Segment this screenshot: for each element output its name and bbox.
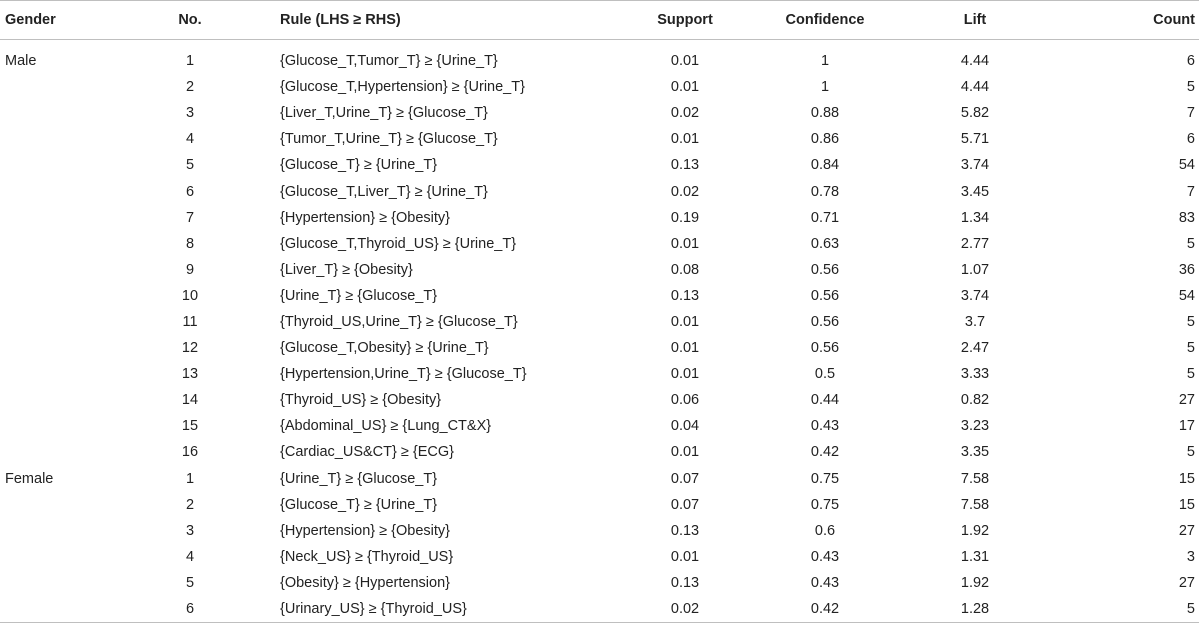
cell-rule: {Thyroid_US} ≥ {Obesity} bbox=[280, 392, 442, 409]
header-lift: Lift bbox=[900, 1, 1050, 40]
table-row bbox=[0, 152, 1199, 178]
cell-rule: {Urine_T} ≥ {Glucose_T} bbox=[280, 470, 438, 487]
cell-gender bbox=[0, 309, 145, 335]
table-row bbox=[0, 439, 1199, 465]
cell-confidence: 0.88 bbox=[810, 105, 840, 122]
cell-rule: {Tumor_T,Urine_T} ≥ {Glucose_T} bbox=[280, 131, 498, 148]
cell-lift: 1.28 bbox=[900, 596, 1050, 623]
cell-rule: {Glucose_T,Obesity} ≥ {Urine_T} bbox=[280, 340, 489, 357]
cell-count: 5 bbox=[1186, 235, 1195, 252]
cell-confidence: 0.56 bbox=[810, 313, 840, 330]
cell-no: 2 bbox=[185, 79, 195, 96]
header-rule: Rule (LHS ≥ RHS) bbox=[235, 1, 620, 40]
table-row bbox=[0, 257, 1199, 283]
cell-rule: {Obesity} ≥ {Hypertension} bbox=[280, 574, 450, 591]
cell-support: 0.01 bbox=[670, 53, 700, 70]
cell-rule: {Hypertension} ≥ {Obesity} bbox=[280, 522, 450, 539]
cell-count: 6 bbox=[1186, 53, 1195, 70]
table-row bbox=[0, 335, 1199, 361]
cell-rule: {Glucose_T,Liver_T} ≥ {Urine_T} bbox=[280, 183, 488, 200]
cell-lift: 7.58 bbox=[960, 470, 990, 487]
cell-gender bbox=[0, 518, 145, 544]
cell-support: 0.02 bbox=[670, 183, 700, 200]
cell-count: 15 bbox=[1178, 470, 1195, 487]
cell-no: 13 bbox=[181, 366, 199, 383]
header-gender: Gender bbox=[0, 1, 145, 40]
table-body bbox=[0, 40, 1199, 623]
table-row bbox=[0, 570, 1199, 596]
cell-confidence: 0.63 bbox=[810, 235, 840, 252]
cell-gender bbox=[0, 492, 145, 518]
cell-no: 1 bbox=[185, 53, 195, 70]
header-count: Count bbox=[1050, 1, 1199, 40]
cell-confidence: 0.44 bbox=[810, 392, 840, 409]
cell-confidence: 0.42 bbox=[810, 444, 840, 461]
table-row bbox=[0, 544, 1199, 570]
cell-rule: {Glucose_T,Thyroid_US} ≥ {Urine_T} bbox=[280, 235, 517, 252]
cell-rule: {Cardiac_US&CT} ≥ {ECG} bbox=[280, 444, 454, 461]
cell-lift: 4.44 bbox=[960, 79, 990, 96]
cell-count: 27 bbox=[1178, 392, 1195, 409]
cell-count: 6 bbox=[1186, 131, 1195, 148]
cell-no: 8 bbox=[185, 235, 195, 252]
table-row bbox=[0, 413, 1199, 439]
cell-no: 7 bbox=[185, 209, 195, 226]
cell-count: 3 bbox=[1186, 548, 1195, 565]
cell-support: 0.08 bbox=[670, 261, 700, 278]
cell-lift: 1.34 bbox=[960, 209, 990, 226]
cell-lift: 1.07 bbox=[960, 261, 990, 278]
cell-gender bbox=[0, 413, 145, 439]
cell-gender bbox=[0, 257, 145, 283]
cell-no: 11 bbox=[182, 313, 198, 330]
cell-confidence: 0.5 bbox=[814, 366, 836, 383]
cell-rule: {Urinary_US} ≥ {Thyroid_US} bbox=[235, 596, 620, 623]
cell-confidence: 0.75 bbox=[810, 496, 840, 513]
cell-rule: {Glucose_T,Hypertension} ≥ {Urine_T} bbox=[280, 79, 525, 96]
cell-confidence: 0.42 bbox=[750, 596, 900, 623]
cell-no: 5 bbox=[185, 157, 195, 174]
cell-lift: 3.33 bbox=[960, 366, 990, 383]
cell-no: 2 bbox=[185, 496, 195, 513]
cell-rule: {Glucose_T} ≥ {Urine_T} bbox=[280, 496, 438, 513]
header-confidence: Confidence bbox=[750, 1, 900, 40]
cell-support: 0.07 bbox=[670, 470, 700, 487]
cell-lift: 5.82 bbox=[960, 105, 990, 122]
cell-no: 3 bbox=[185, 105, 195, 122]
cell-support: 0.13 bbox=[670, 522, 700, 539]
table-row bbox=[0, 205, 1199, 231]
header-support: Support bbox=[620, 1, 750, 40]
cell-lift: 3.74 bbox=[960, 157, 990, 174]
table-row bbox=[0, 283, 1199, 309]
cell-confidence: 0.43 bbox=[810, 574, 840, 591]
cell-support: 0.02 bbox=[670, 105, 700, 122]
cell-lift: 5.71 bbox=[960, 131, 990, 148]
cell-lift: 3.23 bbox=[960, 418, 990, 435]
cell-support: 0.13 bbox=[670, 287, 700, 304]
cell-gender bbox=[0, 152, 145, 178]
cell-rule: {Liver_T} ≥ {Obesity} bbox=[280, 261, 413, 278]
cell-count: 5 bbox=[1186, 79, 1195, 96]
cell-confidence: 1 bbox=[820, 79, 830, 96]
cell-count: 5 bbox=[1186, 340, 1195, 357]
cell-rule: {Hypertension,Urine_T} ≥ {Glucose_T} bbox=[280, 366, 527, 383]
cell-gender bbox=[0, 544, 145, 570]
cell-rule: {Thyroid_US,Urine_T} ≥ {Glucose_T} bbox=[280, 313, 518, 330]
cell-count: 36 bbox=[1178, 261, 1195, 278]
cell-gender: Female bbox=[5, 470, 54, 487]
cell-rule: {Urine_T} ≥ {Glucose_T} bbox=[280, 287, 438, 304]
cell-gender bbox=[0, 231, 145, 257]
cell-no: 16 bbox=[181, 444, 199, 461]
cell-lift: 7.58 bbox=[960, 496, 990, 513]
cell-confidence: 1 bbox=[820, 53, 830, 70]
cell-support: 0.01 bbox=[670, 366, 700, 383]
cell-support: 0.13 bbox=[670, 157, 700, 174]
cell-no: 5 bbox=[185, 574, 195, 591]
cell-support: 0.01 bbox=[670, 444, 700, 461]
cell-confidence: 0.78 bbox=[810, 183, 840, 200]
cell-no: 6 bbox=[185, 183, 195, 200]
table-row bbox=[0, 596, 1199, 623]
cell-lift: 3.74 bbox=[960, 287, 990, 304]
cell-no: 9 bbox=[185, 261, 195, 278]
cell-gender bbox=[0, 205, 145, 231]
table-row bbox=[0, 74, 1199, 100]
cell-lift: 2.47 bbox=[960, 340, 990, 357]
cell-count: 5 bbox=[1186, 366, 1195, 383]
cell-lift: 2.77 bbox=[960, 235, 990, 252]
cell-confidence: 0.71 bbox=[810, 209, 840, 226]
cell-gender bbox=[0, 126, 145, 152]
cell-support: 0.13 bbox=[670, 574, 700, 591]
cell-no: 6 bbox=[145, 596, 235, 623]
cell-support: 0.01 bbox=[670, 548, 700, 565]
table-header bbox=[0, 1, 1199, 40]
cell-confidence: 0.56 bbox=[810, 340, 840, 357]
cell-no: 12 bbox=[181, 340, 199, 357]
table-row bbox=[0, 309, 1199, 335]
cell-confidence: 0.6 bbox=[814, 522, 836, 539]
cell-rule: {Abdominal_US} ≥ {Lung_CT&X} bbox=[280, 418, 492, 435]
cell-gender bbox=[0, 74, 145, 100]
cell-rule: {Glucose_T} ≥ {Urine_T} bbox=[280, 157, 438, 174]
table-row bbox=[0, 387, 1199, 413]
cell-support: 0.06 bbox=[670, 392, 700, 409]
table-row bbox=[0, 100, 1199, 126]
cell-gender bbox=[0, 361, 145, 387]
cell-lift: 3.7 bbox=[964, 313, 986, 330]
table-row bbox=[0, 492, 1199, 518]
table-row bbox=[0, 518, 1199, 544]
cell-confidence: 0.84 bbox=[810, 157, 840, 174]
cell-count: 5 bbox=[1050, 596, 1199, 623]
cell-count: 7 bbox=[1186, 183, 1195, 200]
cell-no: 3 bbox=[185, 522, 195, 539]
cell-rule: {Neck_US} ≥ {Thyroid_US} bbox=[280, 548, 454, 565]
cell-no: 1 bbox=[185, 470, 195, 487]
cell-no: 15 bbox=[181, 418, 199, 435]
cell-lift: 3.35 bbox=[960, 444, 990, 461]
cell-rule: {Liver_T,Urine_T} ≥ {Glucose_T} bbox=[280, 105, 488, 122]
cell-count: 7 bbox=[1186, 105, 1195, 122]
cell-support: 0.01 bbox=[670, 340, 700, 357]
cell-confidence: 0.86 bbox=[810, 131, 840, 148]
cell-count: 54 bbox=[1178, 157, 1195, 174]
cell-gender bbox=[0, 283, 145, 309]
cell-gender bbox=[0, 100, 145, 126]
cell-gender: Male bbox=[5, 53, 37, 70]
cell-support: 0.19 bbox=[670, 209, 700, 226]
cell-lift: 3.45 bbox=[960, 183, 990, 200]
cell-confidence: 0.56 bbox=[810, 261, 840, 278]
header-row bbox=[0, 1, 1199, 40]
cell-count: 54 bbox=[1178, 287, 1195, 304]
cell-lift: 1.92 bbox=[960, 574, 990, 591]
cell-support: 0.07 bbox=[670, 496, 700, 513]
cell-rule: {Glucose_T,Tumor_T} ≥ {Urine_T} bbox=[280, 53, 498, 70]
table-row bbox=[0, 126, 1199, 152]
cell-lift: 0.82 bbox=[960, 392, 990, 409]
cell-gender bbox=[0, 178, 145, 204]
cell-confidence: 0.75 bbox=[810, 470, 840, 487]
cell-support: 0.01 bbox=[670, 79, 700, 96]
cell-count: 83 bbox=[1178, 209, 1195, 226]
table-row bbox=[0, 231, 1199, 257]
header-no: No. bbox=[145, 1, 235, 40]
cell-confidence: 0.43 bbox=[810, 418, 840, 435]
table-row bbox=[0, 178, 1199, 204]
cell-no: 4 bbox=[185, 548, 195, 565]
cell-count: 27 bbox=[1178, 522, 1195, 539]
cell-gender bbox=[0, 387, 145, 413]
table-row bbox=[0, 40, 1199, 75]
cell-count: 15 bbox=[1178, 496, 1195, 513]
cell-support: 0.04 bbox=[670, 418, 700, 435]
cell-support: 0.01 bbox=[670, 313, 700, 330]
cell-gender bbox=[0, 596, 145, 623]
cell-count: 17 bbox=[1178, 418, 1195, 435]
cell-count: 5 bbox=[1186, 444, 1195, 461]
cell-no: 10 bbox=[181, 287, 199, 304]
cell-support: 0.01 bbox=[670, 235, 700, 252]
cell-no: 4 bbox=[185, 131, 195, 148]
cell-lift: 1.31 bbox=[960, 548, 990, 565]
table-row bbox=[0, 361, 1199, 387]
cell-gender bbox=[0, 335, 145, 361]
cell-support: 0.01 bbox=[670, 131, 700, 148]
cell-no: 14 bbox=[181, 392, 199, 409]
cell-gender bbox=[0, 439, 145, 465]
cell-lift: 4.44 bbox=[960, 53, 990, 70]
cell-count: 5 bbox=[1186, 313, 1195, 330]
cell-gender bbox=[0, 570, 145, 596]
table-row bbox=[0, 466, 1199, 492]
cell-lift: 1.92 bbox=[960, 522, 990, 539]
cell-rule: {Hypertension} ≥ {Obesity} bbox=[280, 209, 450, 226]
cell-support: 0.02 bbox=[620, 596, 750, 623]
cell-count: 27 bbox=[1178, 574, 1195, 591]
cell-confidence: 0.43 bbox=[810, 548, 840, 565]
cell-confidence: 0.56 bbox=[810, 287, 840, 304]
